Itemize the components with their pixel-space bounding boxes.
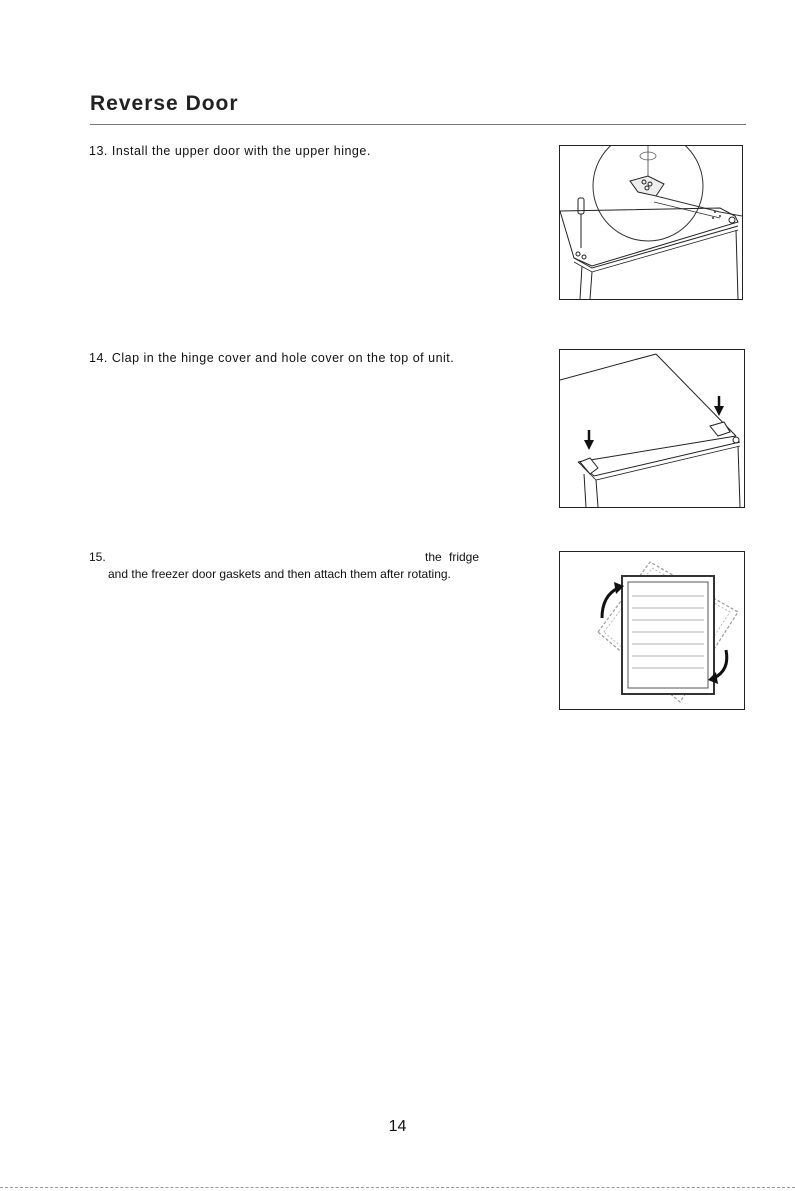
page-title: Reverse Door xyxy=(90,92,239,115)
page-number: 14 xyxy=(388,1118,407,1135)
title-divider xyxy=(90,124,746,125)
step-15-text-right: the fridge xyxy=(425,550,480,564)
step-14-illustration xyxy=(559,349,745,508)
step-13-illustration xyxy=(559,145,743,300)
step-13-text: 13. Install the upper door with the upper hinge. xyxy=(89,144,371,158)
page-edge xyxy=(0,1187,795,1188)
step-15-number: 15. xyxy=(89,550,106,564)
step-15-illustration xyxy=(559,551,745,710)
step-14-text: 14. Clap in the hinge cover and hole cover on the top of unit. xyxy=(89,351,455,365)
step-15-text-line2: and the freezer door gaskets and then attach them after rotating. xyxy=(108,567,451,581)
